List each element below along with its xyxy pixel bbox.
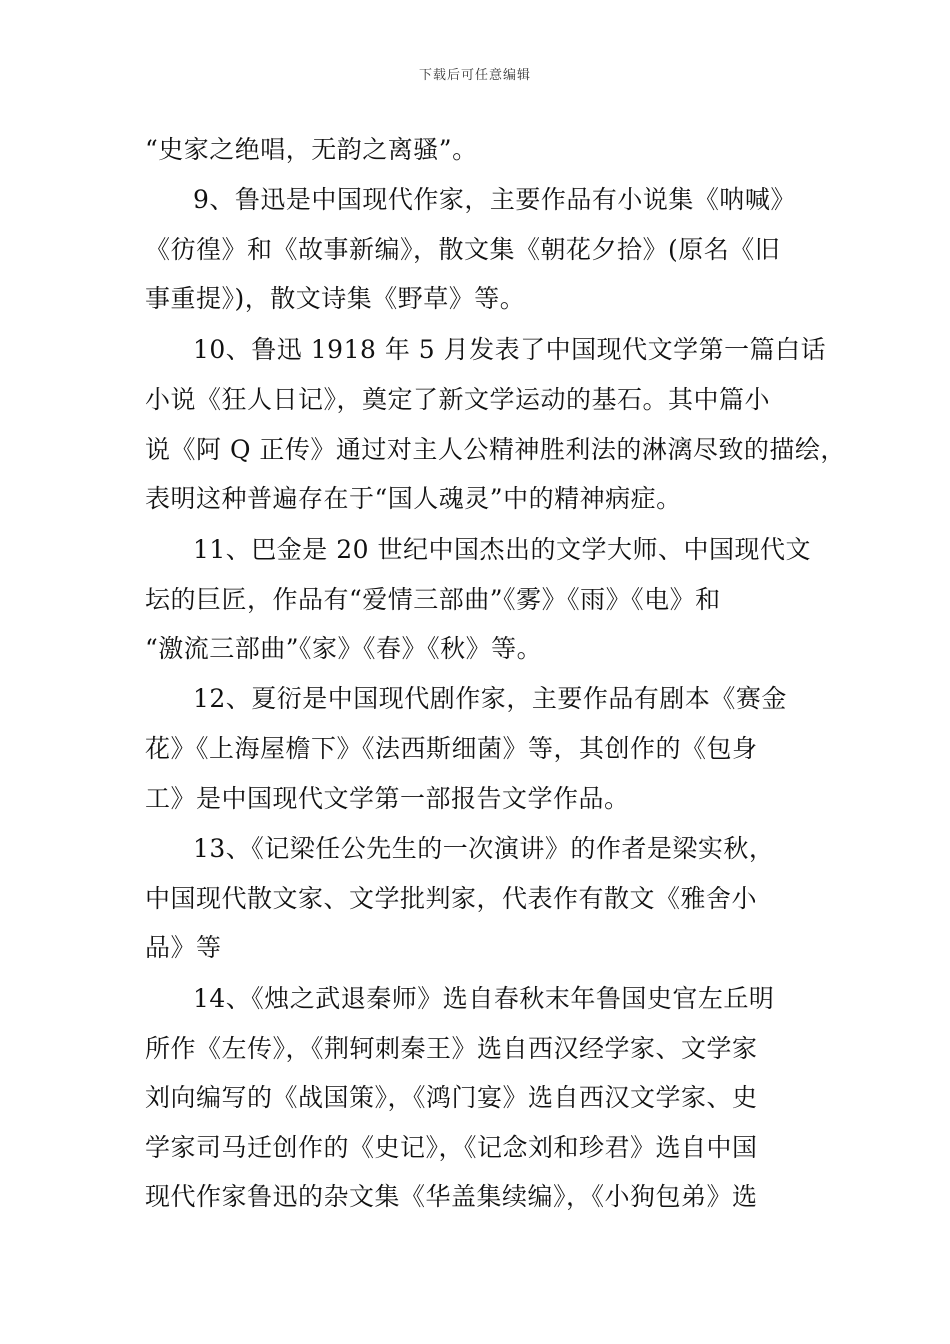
text-line: 中国现代散文家、文学批判家，代表作有散文《雅舍小 bbox=[145, 884, 758, 913]
text-line: 坛的巨匠，作品有“爱情三部曲”《雾》《雨》《电》和 bbox=[145, 585, 721, 614]
text-line: 表明这种普遍存在于“国人魂灵”中的精神病症。 bbox=[145, 484, 682, 513]
text-line: 11、巴金是 20 世纪中国杰出的文学大师、中国现代文 bbox=[193, 535, 812, 564]
page-header: 下载后可任意编辑 bbox=[418, 68, 531, 83]
text-line: 说《阿 Q 正传》通过对主人公精神胜利法的淋漓尽致的描绘， bbox=[145, 435, 846, 464]
text-line: “激流三部曲”《家》《春》《秋》等。 bbox=[145, 634, 543, 663]
text-line: 现代作家鲁迅的杂文集《华盖集续编》，《小狗包弟》选 bbox=[145, 1182, 758, 1211]
text-line: 事重提》)，散文诗集《野草》等。 bbox=[145, 284, 526, 313]
text-line: “史家之绝唱，无韵之离骚”。 bbox=[145, 135, 478, 164]
text-line: 9、鲁迅是中国现代作家，主要作品有小说集《呐喊》 bbox=[193, 185, 796, 214]
text-line: 14、《烛之武退秦师》选自春秋末年鲁国史官左丘明 bbox=[193, 984, 775, 1013]
text-line: 花》《上海屋檐下》《法西斯细菌》等，其创作的《包身 bbox=[145, 734, 758, 763]
text-line: 学家司马迁创作的《史记》，《记念刘和珍君》选自中国 bbox=[145, 1133, 758, 1162]
text-line: 工》是中国现代文学第一部报告文学作品。 bbox=[145, 784, 630, 813]
text-line: 《彷徨》和《故事新编》，散文集《朝花夕拾》(原名《旧 bbox=[145, 235, 781, 264]
text-line: 10、鲁迅 1918 年 5 月发表了中国现代文学第一篇白话 bbox=[193, 335, 827, 364]
text-line: 品》等 bbox=[145, 933, 222, 962]
text-line: 所作《左传》，《荆轲刺秦王》选自西汉经学家、文学家 bbox=[145, 1034, 758, 1063]
text-line: 刘向编写的《战国策》，《鸿门宴》选自西汉文学家、史 bbox=[145, 1083, 758, 1112]
text-line: 13、《记梁任公先生的一次演讲》的作者是梁实秋， bbox=[193, 834, 775, 863]
text-line: 12、夏衍是中国现代剧作家，主要作品有剧本《赛金 bbox=[193, 684, 787, 713]
text-line: 小说《狂人日记》，奠定了新文学运动的基石。其中篇小 bbox=[145, 385, 771, 414]
